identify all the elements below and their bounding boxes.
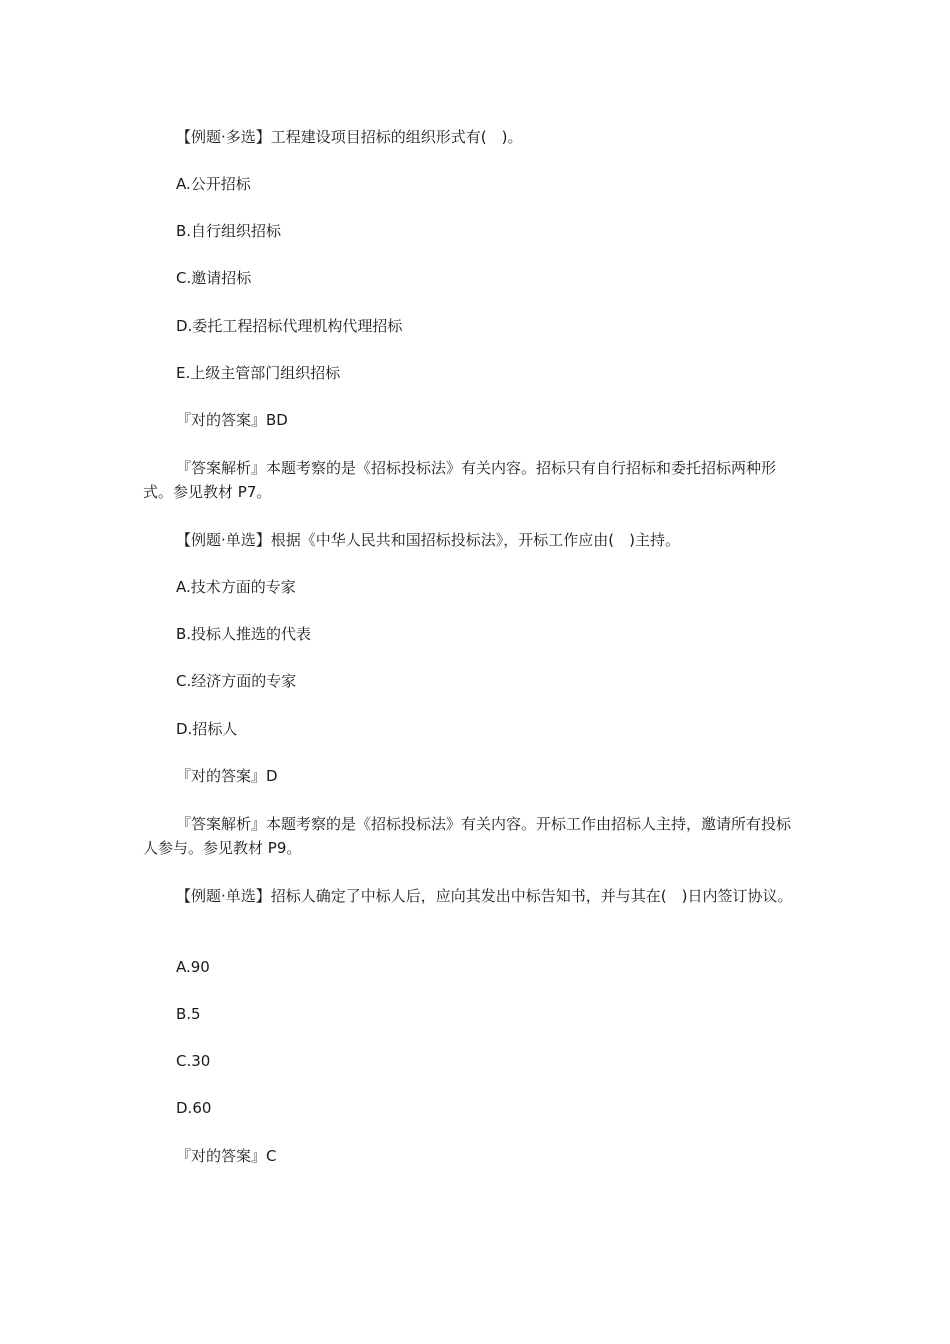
question-1-option-c: C.邀请招标 (176, 269, 252, 287)
question-1-option-a: A.公开招标 (176, 175, 251, 193)
question-2-analysis: 『答案解析』本题考察的是《招标投标法》有关内容。开标工作由招标人主持，邀请所有投标人参与。参见教材 P9。 (143, 815, 792, 857)
question-1-analysis: 『答案解析』本题考察的是《招标投标法》有关内容。招标只有自行招标和委托招标两种形式。参见教材 P7。 (143, 459, 777, 501)
question-3-option-d: D.60 (176, 1099, 212, 1117)
question-2-option-d: D.招标人 (176, 720, 238, 738)
question-2-answer: 『对的答案』D (176, 767, 278, 785)
question-1-answer: 『对的答案』BD (176, 411, 288, 429)
question-1-option-d: D.委托工程招标代理机构代理招标 (176, 317, 403, 335)
question-2-option-a: A.技术方面的专家 (176, 578, 296, 596)
question-3-stem: 【例题·单选】招标人确定了中标人后，应向其发出中标告知书，并与其在( )日内签订协议。 (176, 887, 793, 905)
question-2-option-c: C.经济方面的专家 (176, 672, 297, 690)
question-3-option-a: A.90 (176, 958, 210, 976)
question-2-option-b: B.投标人推选的代表 (176, 625, 312, 643)
question-1-option-b: B.自行组织招标 (176, 222, 282, 240)
question-3-answer: 『对的答案』C (176, 1147, 277, 1165)
question-3-option-b: B.5 (176, 1005, 201, 1023)
question-1-option-e: E.上级主管部门组织招标 (176, 364, 341, 382)
question-2-stem: 【例题·单选】根据《中华人民共和国招标投标法》，开标工作应由( )主持。 (176, 531, 680, 549)
question-3-option-c: C.30 (176, 1052, 211, 1070)
question-1-stem: 【例题·多选】工程建设项目招标的组织形式有( )。 (176, 128, 523, 146)
